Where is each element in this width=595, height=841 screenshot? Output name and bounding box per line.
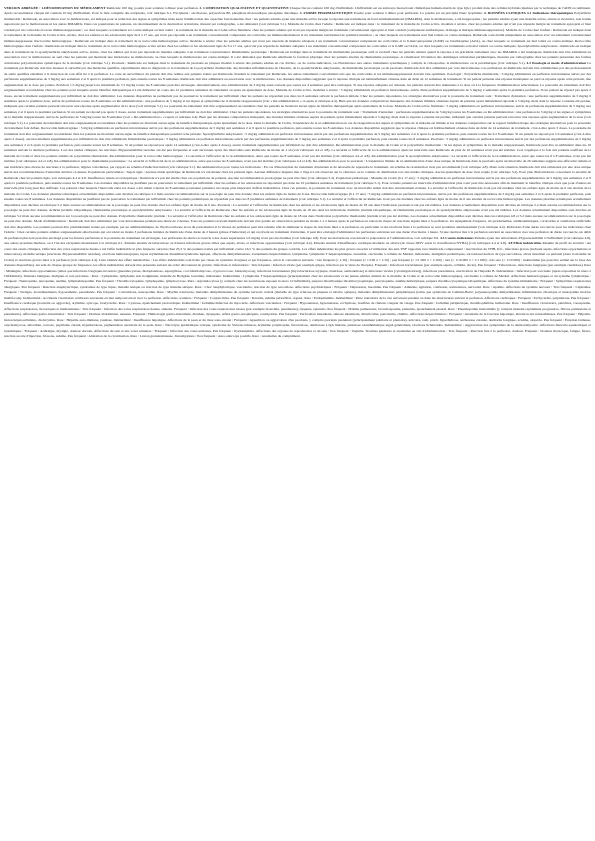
contraindications-heading: 4.3 Contre-indications bbox=[439, 235, 474, 240]
composition-heading: 2. COMPOSITION QUALITATIVE ET QUANTITATIVE bbox=[199, 6, 289, 10]
contraindications-text: Patients ayant des antécédents d'hypersensibilité à l'infliximab (voir rubrique 4.8), aux autres protéines murines, ou à l'un des excipients mentionnés à la rubrique 6.1. Patients atteints de tuberculose ou d'autres infections graves telles que sepsis, abcès, et infections opportunistes (voir rubrique 4.4). Patients atteints d'insuffisance cardiaque modérée ou sévère (de classe III/IV selon la classification NYHA) (voir rubriques 4.4 et 4.8). bbox=[4, 235, 591, 246]
adverse-text: Résumé du profil de sécurité : Au cours des essais cliniques, l'infection des voies respiratoires hautes a été l'effet indésirable le plus fréquent, survenu chez 25,3 % des patients traités par infliximab contre 16,5 % des patients du groupe contrôle. Les effets indésirables les plus graves associés à l'utilisation des anti-TNF rapportés avec Remicade comprennent : réactivation du VHB, ICC, infections graves (incluant sepsis, infections opportunistes et tuberculose), maladie sérique (réactions d'hypersensibilité retardée), réactions hématologiques, lupus érythémateux disséminé/syndrome lupique, affections démyélinisantes, événements hépatobiliaires, lymphome, lymphome T hépatosplénique, leucémie, carcinome à cellules de Merkel, mélanome, malignités pédiatriques, sarcoïdose/réaction de type sarcoïdose, abcès intestinal ou périanal (dans la maladie de Crohn) et réactions graves liées à la perfusion (voir rubrique 4.4). Liste tabulée des effets indésirables : Les effets indésirables sont listés par classe de systèmes d'organes et par fréquence, selon la convention suivante : très fréquent (≥ 1/10) ; fréquent (≥ 1/100 à < 1/10) ; peu fréquent (≥ 1/1 000 à < 1/100) ; rare (≥ 1/10 000 à < 1/1 000) ; très rare (< 1/10 000) ; indéterminé (ne peut être estimé sur la base des données disponibles). Au sein de chaque groupe de fréquence, les effets indésirables doivent être présentés suivant un ordre décroissant de gravité. Infections et infestations : Très fréquent : Infection virale (par exemple grippe, infection par le virus de l'herpès). Fréquent : Infections bactériennes (par exemple sepsis, cellulite, abcès). Peu fréquent : Tuberculose, infections fongiques (par exemple candidose). Rare : Méningite, infections opportunistes (telles que infections fongiques invasives [pneumocystose, histoplasmose, aspergillose, coccidioïdomycose, cryptococcose, blastomycose], infections bactériennes [mycobactériose atypique, listériose, salmonellose] et infections virales [cytomégalovirus]), infections parasitaires, réactivation de l'hépatite B. Indéterminé : Infection post-vaccinale (après exposition in utero à l'infliximab). Tumeurs bénignes, malignes et non précisées : Rare : Lymphome, lymphome non hodgkinien, maladie de Hodgkin, leucémie, mélanome. Indéterminé : Lymphome T hépatosplénique (principalement chez les adolescents et les jeunes adultes atteints de la maladie de Crohn et de rectocolite hémorragique), carcinome à cellules de Merkel. Affections hématologiques et du système lymphatique : Fréquent : Neutropénie, leucopénie, anémie, lymphadénopathie. Peu fréquent : Thrombocytopénie, lymphopénie, lymphocytose. Rare : Agranulocytose (y compris chez les nourrissons exposés in utero à l'infliximab), purpura thrombotique thrombocytopénique, pancytopénie, anémie hémolytique, purpura thrombocytopénique idiopathique. Affections du système immunitaire : Fréquent : Symptômes respiratoires allergiques. Peu fréquent : Réaction anaphylactique, syndromes de type lupus, maladie sérique ou réaction de type maladie sérique. Rare : Choc anaphylactique, vascularite, réaction de type sarcoïdose. Affections psychiatriques : Fréquent : Dépression, insomnie. Peu fréquent : Amnésie, agitation, confusion, somnolence, nervosité. Rare : Apathie. Affections du système nerveux : Très fréquent : Céphalées. Fréquent : Vertiges, étourdissements, hypoesthésie, paresthésie. Peu fréquent : Convulsions, neuropathie. Rare : Myélite transverse, maladies démyélinisantes du système nerveux central (maladie de type sclérose en plaques et névrite optique), maladies démyélinisantes périphériques (telles que syndrome de Guillain-Barré, polyneuropathie démyélinisante inflammatoire chronique et neuropathie motrice multifocale). Indéterminé : Accidents vasculaires cérébraux survenant en lien temporel étroit avec la perfusion. Affections oculaires : Fréquent : Conjonctivite. Peu fréquent : Kératite, œdème périorbital, orgelet. Rare : Endophtalmie. Indéterminé : Perte transitoire de la vue survenant pendant ou dans les deux heures suivant la perfusion. Affections cardiaques : Fréquent : Tachycardie, palpitations. Peu fréquent : Insuffisance cardiaque (nouvelle ou aggravée), arythmie, syncope, bradycardie. Rare : Cyanose, épanchement péricardique. Indéterminé : Ischémie/infarctus du myocarde. Affections vasculaires : Fréquent : Hypotension, hypertension, ecchymose, bouffées de chaleur, rougeur du visage. Peu fréquent : Ischémie périphérique, thrombophlébite, hématome. Rare : Insuffisance circulatoire, pétéchies, vasospasme. Affections respiratoires, thoraciques et médiastinales : Très fréquent : Infection des voies respiratoires hautes, sinusite. Fréquent : Infection des voies respiratoires basses (par exemple bronchite, pneumonie), dyspnée, épistaxis. Peu fréquent : Œdème pulmonaire, bronchospasme, pleurésie, épanchement pleural. Rare : Pneumopathie interstitielle (y compris maladie rapidement progressive, fibrose pulmonaire et pneumonie). Affections gastro-intestinales : Très fréquent : Douleur abdominale, nausées. Fréquent : Hémorragie gastro-intestinale, diarrhée, dyspepsie, reflux gastro-œsophagien, constipation. Peu fréquent : Perforation intestinale, sténose intestinale, diverticulite, pancréatite, chéilite. Affections hépatobiliaires : Fréquent : Anomalie de la fonction hépatique, élévation des transaminases. Peu fréquent : Hépatite, lésion hépatocellulaire, cholécystite. Rare : Hépatite auto-immune, jaunisse. Indéterminé : Insuffisance hépatique. Affections de la peau et du tissu sous-cutané : Fréquent : Apparition ou aggravation d'un psoriasis, y compris psoriasis pustuleux (principalement palmaire et plantaire), urticaire, rash, prurit, hyperhidrose, sécheresse cutanée, dermatite fongique, eczéma, alopécie. Peu fréquent : Éruption bulleuse, onychomycose, séborrhée, rosacée, papillome cutané, hyperkératose, pigmentation anormale de la peau. Rare : Nécrolyse épidermique toxique, syndrome de Stevens-Johnson, érythème polymorphe, furonculose, dermatose à IgA linéaire, pustulose exanthématique aiguë généralisée, réactions lichénoïdes. Indéterminé : Aggravation des symptômes de la dermatomyosite. Affections musculo-squelettiques et systémiques : Fréquent : Arthralgie, myalgie, douleur dorsale. Affections du rein et des voies urinaires : Fréquent : Infection des voies urinaires. Peu fréquent : Pyélonéphrite. Affections des organes de reproduction et du sein : Peu fréquent : Vaginite. Troubles généraux et anomalies au site d'administration : Très fréquent : Réaction liée à la perfusion, douleur. Fréquent : Douleur thoracique, fatigue, fièvre, réaction au site d'injection, frissons, œdème. Peu fréquent : Altération de la cicatrisation. Rare : Lésion granulomateuse. Investigations : Peu fréquent : Auto-anticorps positifs. Rare : Anomalies du complément. bbox=[4, 241, 591, 339]
form-text: Poudre pour solution à diluer pour perfusion. La poudre est un précipité blanc lyophilisé. bbox=[353, 11, 483, 16]
posology-text: Le traitement par Remicade doit être instauré et surveillé par des médecins qualifiés, expérimentés dans le diagnostic et le traitement de la polyarthrite rhumatoïde, des maladies inflammatoires de l'intestin, de la spondylarthrite ankylosante, du rhumatisme psoriasique ou du psoriasis. Remicade doit être administré par voie intraveineuse. Les perfusions de Remicade doivent être administrées par des professionnels de santé qualifiés entraînés à la détection de tout effet lié à la perfusion. La carte de surveillance du patient doit être remise aux patients traités par Remicade. Pendant le traitement par Remicade, les autres traitements concomitants tels que les corticoïdes et les immunosuppresseurs doivent être optimisés. Posologie : Polyarthrite rhumatoïde : 3 mg/kg administrés en perfusion intraveineuse suivis par des perfusions supplémentaires de 3 mg/kg aux semaines 2 et 6 après la première perfusion, puis ensuite toutes les 8 semaines. Remicade doit être administré en association avec le méthotrexate. Les données disponibles suggèrent que la réponse clinique est habituellement obtenue dans un délai de 12 semaines de traitement. Si un patient présente une réponse inadéquate ou perd sa réponse après cette période, une augmentation de la dose par paliers d'environ 1,5 mg/kg jusqu'à un maximum de 7,5 mg/kg toutes les 8 semaines peut être envisagée. Alternativement, une administration de 3 mg/kg aussi souvent que toutes les 4 semaines peut être envisagée. Si une réponse adéquate est obtenue, les patients doivent être maintenus à la dose ou à la fréquence d'administration sélectionnée. La poursuite du traitement doit être soigneusement reconsidérée chez les patients pour lesquels aucun bénéfice thérapeutique n'a été démontré au cours des 12 premières semaines de traitement ou après un ajustement de dose. Maladie de Crohn active, modérée à sévère : 5 mg/kg administrés en perfusion intraveineuse, suivis d'une perfusion supplémentaire de 5 mg/kg 2 semaines après la première perfusion. Si un patient ne répond pas après 2 doses, aucun traitement supplémentaire par infliximab ne doit être administré. Les données disponibles ne permettent pas de poursuivre le traitement par infliximab chez les patients ne répondant pas dans les 6 semaines suivant la perfusion initiale. Chez les patients répondeurs, les stratégies alternatives pour la poursuite du traitement sont : Traitement d'entretien : une perfusion supplémentaire de 5 mg/kg 6 semaines après la première dose, suivie de perfusions toutes les 8 semaines ou Ré-administration : une perfusion de 5 mg/kg si les signes et symptômes de la maladie réapparaissent (voir « Ré-administration » ci-après et rubrique 4.4). Bien que les données comparatives manquent, des données limitées obtenues auprès de patients ayant initialement répondu à 5 mg/kg, mais dont la réponse a ensuite été perdue, indiquent que certains patients peuvent retrouver une réponse après augmentation de la dose (voir rubrique 5.1). La poursuite du traitement doit être soigneusement reconsidérée chez les patients ne montrant aucun signe de bénéfice thérapeutique après ajustement de la dose. Maladie de Crohn active fistulisée : 5 mg/kg administrés en perfusion intraveineuse, suivis de perfusions supplémentaires de 5 mg/kg aux semaines 2 et 6 après la première perfusion. Si un patient ne répond pas après 3 doses, aucun traitement supplémentaire par infliximab ne doit être administré. Chez les patients répondeurs, les stratégies alternatives pour la poursuite du traitement sont : Traitement d'entretien : perfusions supplémentaires de 5 mg/kg toutes les 8 semaines ou Ré-administration : une perfusion de 5 mg/kg si les signes et symptômes de la maladie réapparaissent, suivie de perfusions de 5 mg/kg toutes les 8 semaines (voir « Ré-administration » ci-après et rubrique 4.4). Bien que les données comparatives manquent, des données limitées obtenues auprès de patients ayant initialement répondu à 5 mg/kg, mais dont la réponse a ensuite été perdue, indiquent que certains patients peuvent retrouver une réponse après augmentation de la dose (voir rubrique 5.1). La poursuite du traitement doit être soigneusement reconsidérée chez les patients ne montrant aucun signe de bénéfice thérapeutique après ajustement de la dose. Dans la maladie de Crohn, l'expérience de la ré-administration en cas de réapparition des signes et symptômes de la maladie est limitée et les données comparatives sur le rapport bénéfice/risque des stratégies alternatives pour la poursuite du traitement font défaut. Rectocolite hémorragique : 5 mg/kg administrés en perfusion intraveineuse suivis par des perfusions supplémentaires de 5 mg/kg aux semaines 2 et 6 après la première perfusion, puis ensuite toutes les 8 semaines. Les données disponibles suggèrent que la réponse clinique est habituellement obtenue dans un délai de 14 semaines de traitement, c'est-à-dire après 3 doses. La poursuite du traitement doit être soigneusement reconsidérée chez les patients ne montrant aucun signe de bénéfice thérapeutique pendant cette période. Spondylarthrite ankylosante : 5 mg/kg administrés en perfusion intraveineuse suivis par des perfusions supplémentaires de 5 mg/kg aux semaines 2 et 6 après la première perfusion, puis ensuite toutes les 6 à 8 semaines. Si un patient ne répond pas à 6 semaines (c'est-à-dire après 2 doses), aucun traitement supplémentaire par infliximab ne doit être administré. Rhumatisme psoriasique : 5 mg/kg administrés en perfusion intraveineuse suivis par des perfusions supplémentaires de 5 mg/kg aux semaines 2 et 6 après la première perfusion, puis ensuite toutes les 8 semaines. Psoriasis : 5 mg/kg administrés en perfusion intraveineuse suivis par des perfusions supplémentaires de 5 mg/kg aux semaines 2 et 6 après la première perfusion, puis ensuite toutes les 8 semaines. Si un patient ne répond pas après 14 semaines (c'est-à-dire après 4 doses), aucun traitement supplémentaire par infliximab ne doit être administré. Ré-administration pour la maladie de Crohn et la polyarthrite rhumatoïde : Si les signes et symptômes de la maladie réapparaissent, Remicade peut être ré-administré dans les 16 semaines suivant la dernière perfusion. Lors des études cliniques, les réactions d'hypersensibilité retardée ont été peu fréquentes et sont survenues après des intervalles sans Remicade de moins de 1 an (voir rubriques 4.4 et 4.8). La sécurité et l'efficacité de la ré-administration après un intervalle sans Remicade de plus de 16 semaines n'ont pas été établies. Ceci s'applique à la fois aux patients souffrant de la maladie de Crohn et chez les patients atteints de polyarthrite rhumatoïde. Ré-administration pour la rectocolite hémorragique : La sécurité et l'efficacité de la ré-administration, autre que toutes les 8 semaines, n'ont pas été établies (voir rubriques 4.4 et 4.8). Ré-administration pour la spondylarthrite ankylosante : La sécurité et l'efficacité de la ré-administration, autre que toutes les 6 à 8 semaines, n'ont pas été établies (voir rubriques 4.4 et 4.8). Ré-administration pour le rhumatisme psoriasique : La sécurité et l'efficacité de la ré-administration, autre que toutes les 8 semaines, n'ont pas été établies (voir rubriques 4.4 et 4.8). Ré-administration pour le psoriasis : L'expérience limitée de ré-administration d'une dose unique de Remicade dans le psoriasis après un intervalle de 20 semaines suggère une efficacité réduite et une incidence plus élevée de réactions à la perfusion, légères à modérées, par rapport au schéma d'induction initial (voir rubrique 5.1). Ré-administration pour toutes les indications : En cas d'interruption du traitement d'entretien et de nécessité de reprendre le traitement, un schéma de ré-induction n'est pas recommandé (voir rubrique 4.8). Dans cette situation, Remicade doit être réinstauré par une dose unique suivie des recommandations d'entretien décrites ci-dessus. Populations particulières : Sujets âgés : Aucune étude spécifique de Remicade n'a été menée chez les patients âgés. Aucune différence majeure liée à l'âge n'a été observée sur la clairance ou le volume de distribution lors des études cliniques. Aucun ajustement de dose n'est requis (voir rubrique 5.2). Pour plus d'informations concernant la sécurité de Remicade chez les patients âgés, voir rubriques 4.4 et 4.8. Insuffisance rénale et/ou hépatique : Remicade n'a pas été étudié chez ces populations de patients. Aucune recommandation posologique ne peut être faite (voir rubrique 5.2). Population pédiatrique : Maladie de Crohn (6 à 17 ans) : 5 mg/kg administrés en perfusion intraveineuse suivis par des perfusions supplémentaires de 5 mg/kg aux semaines 2 et 6 après la première perfusion, puis ensuite toutes les 8 semaines. Les données disponibles ne justifient pas de poursuivre le traitement par infliximab chez les enfants et les adolescents ne répondant pas dans les 10 premières semaines de traitement (voir rubrique 5.1). Pour certains patients un intervalle d'administration plus court peut être nécessaire afin de maintenir le bénéfice clinique alors que pour d'autres un intervalle plus long peut être suffisant. Les patients chez lesquels l'intervalle entre les doses a été réduit à moins de 8 semaines pourraient présenter un risque plus important d'effets indésirables. Chez ces patients, la poursuite du traitement avec un intervalle réduit doit être attentivement évaluée. La sécurité et l'efficacité de Remicade n'ont pas été étudiées chez les enfants âgés de moins de 6 ans atteints de la maladie de Crohn. Les données pharmacocinétiques actuellement disponibles sont décrites en rubrique 5.2 mais aucune recommandation sur la posologie ne peut être donnée chez les enfants âgés de moins de 6 ans. Rectocolite hémorragique (6 à 17 ans) : 5 mg/kg administrés en perfusion intraveineuse, suivis par des perfusions supplémentaires de 5 mg/kg aux semaines 2 et 6 après la première perfusion, puis ensuite toutes les 8 semaines. Les données disponibles ne justifient pas de poursuivre le traitement par infliximab chez les patients pédiatriques ne répondant pas dans les 8 premières semaines de traitement (voir rubrique 5.1). La sécurité et l'efficacité de Remicade n'ont pas été étudiées chez les enfants âgés de moins de 6 ans atteints de rectocolite hémorragique. Les données pharmacocinétiques actuellement disponibles sont décrites en rubrique 5.2 mais aucune recommandation sur la posologie ne peut être donnée chez les enfants âgés de moins de 6 ans. Psoriasis : La sécurité et l'efficacité de Remicade chez les enfants et les adolescents âgés de moins de 18 ans dans l'indication psoriasis n'ont pas été établies. Les données actuellement disponibles sont décrites en rubrique 5.2 mais aucune recommandation sur la posologie ne peut être donnée. Arthrite juvénile idiopathique, rhumatisme psoriasique et spondylarthrite ankylosante : La sécurité et l'efficacité de Remicade chez les enfants et les adolescents âgés de moins de 18 ans dans les indications d'arthrite juvénile idiopathique, de rhumatisme psoriasique et de spondylarthrite ankylosante n'ont pas été établies. Les données actuellement disponibles sont décrites en rubrique 5.2 mais aucune recommandation sur la posologie ne peut être donnée. Polyarthrite rhumatoïde juvénile : La sécurité et l'efficacité de Remicade chez les enfants et les adolescents âgés de moins de 18 ans dans l'indication polyarthrite rhumatoïde juvénile n'ont pas été établies. Les données actuellement disponibles sont décrites dans les rubriques 4.8 et 5.2 mais aucune recommandation sur la posologie ne peut être donnée. Mode d'administration : Remicade doit être administré par voie intraveineuse pendant une durée de 2 heures. Tous les patients recevant Remicade doivent être gardés en observation pendant au moins 1 à 2 heures après la perfusion en raison du risque de réactions aiguës liées à la perfusion. Un équipement d'urgence, tel qu'adrénaline, antihistaminiques, corticoïdes et ventilation artificielle doit être disponible. Les patients peuvent être préalablement traités par exemple, par un antihistaminique, de l'hydrocortisone et/ou du paracétamol et la vitesse de perfusion peut être ralentie afin de diminuer le risque de réactions liées à la perfusion, en particulier si des réactions liées à la perfusion se sont produites antérieurement (voir rubrique 4.4). Perfusions d'une durée raccourcie pour les indications chez l'adulte : Chez certains patients adultes soigneusement sélectionnés qui ont toléré au moins 3 perfusions initiales de Remicade d'une durée de 2 heures (phase d'induction) et qui reçoivent un traitement d'entretien, il peut être envisagé d'administrer les perfusions suivantes sur une durée d'au moins 1 heure. Si une réaction liée à la perfusion survient en association avec une perfusion de durée raccourcie, un débit de perfusion plus lent peut être envisagé pour les futures perfusions si la poursuite du traitement est envisagée. Les perfusions de durée raccourcie à des doses supérieures à 6 mg/kg n'ont pas été étudiées (voir rubrique 4.8). Pour les instructions concernant la préparation et l'administration, voir rubrique 6.6. bbox=[4, 60, 591, 240]
intro-text: Remicade 100 mg, poudre pour solution à diluer pour perfusion. bbox=[106, 6, 199, 10]
document-body bbox=[4, 6, 591, 836]
indications-heading: 4.1 Indications thérapeutiques bbox=[526, 11, 574, 16]
document-title: VERSION ABRÉGÉE : 1.DÉNOMINATION DU MÉDICAMENT bbox=[4, 6, 106, 10]
posology-heading: 4.2 Posologie et mode d'administration bbox=[526, 60, 587, 65]
adverse-heading: 4.8 Effets indésirables bbox=[507, 241, 542, 246]
clinical-heading: 4. DONNÉES CLINIQUES bbox=[483, 11, 526, 16]
indications-text: Polyarthrite rhumatoïde : Remicade, en association avec le méthotrexate, est indiqué pour la réduction des signes et symptômes mais aussi l'amélioration des capacités fonctionnelles chez : les patients adultes ayant une maladie active lorsque la réponse aux traitements de fond antirhumatismaux (DMARDs), dont le méthotrexate, a été inappropriée ; les patients adultes ayant une maladie active, sévère et évolutive, non traitée auparavant par le méthotrexate ni les autres DMARDs. Dans ces populations de patients, un ralentissement de la destruction articulaire, mesuré par radiographie, a été démontré (voir rubrique 5.1). Maladie de Crohn chez l'adulte : Remicade est indiqué dans : le traitement de la maladie de Crohn active, modérée à sévère, chez les patients adultes qui n'ont pas répondu malgré un traitement approprié et bien conduit par un corticoïde et/ou un immunosuppresseur ; ou chez lesquels ce traitement est contre-indiqué ou mal toléré ; le traitement de la maladie de Crohn active fistulisée, chez les patients adultes qui n'ont pas répondu malgré un traitement conventionnel approprié et bien conduit (comprenant antibiotiques, drainage et thérapie immunosuppressive). Maladie de Crohn chez l'enfant : Remicade est indiqué dans le traitement de la maladie de Crohn active, sévère, chez les enfants et les adolescents âgés de 6 à 17 ans, qui n'ont pas répondu à un traitement conventionnel comprenant un corticoïde, un immunomodulateur et un traitement nutritionnel de première intention ; ou chez lesquels ces traitements sont mal tolérés ou contre-indiqués. Remicade a été étudié uniquement en association avec un traitement conventionnel immunosuppresseur. Rectocolite hémorragique : Remicade est indiqué dans le traitement de la rectocolite hémorragique active, modérée à sévère chez les patients adultes qui n'ont pas répondu de manière adéquate à un traitement conventionnel comprenant les corticoïdes et la 6-mercaptopurine (6-MP) ou l'azathioprine (AZA), ou chez lesquels ce traitement est mal toléré ou contre-indiqué. Rectocolite hémorragique chez l'enfant : Remicade est indiqué dans le traitement de la rectocolite hémorragique active sévère chez les enfants et les adolescents âgés de 6 à 17 ans, qui n'ont pas répondu de manière adéquate à un traitement conventionnel comprenant les corticoïdes et la 6-MP ou l'AZA, ou chez lesquels ces traitements sont mal tolérés ou contre-indiqués. Spondylarthrite ankylosante : Remicade est indiqué dans le traitement de la spondylarthrite ankylosante active, sévère, chez les adultes qui n'ont pas répondu de manière adéquate à un traitement conventionnel. Rhumatisme psoriasique : Remicade est indiqué dans le traitement du rhumatisme psoriasique actif et évolutif chez les patients adultes quand la réponse à un précédent traitement avec les DMARDs a été inadéquate. Remicade doit être administré en association avec le méthotrexate ou seul chez les patients qui montrent une intolérance au méthotrexate ou chez lesquels le méthotrexate est contre-indiqué. Il a été démontré que Remicade améliorait la fonction physique chez les patients atteints de rhumatisme psoriasique, et ralentissait l'évolution des dommages articulaires périphériques, mesurés par radiographie chez les patients présentant des formes articulaires polyarticulaires symétriques de la maladie (voir rubrique 5.1). Psoriasis : Remicade est indiqué dans le traitement du psoriasis en plaques modéré à sévère des patients adultes en cas d'échec, ou de contre-indication, ou d'intolérance aux autres traitements systémiques y compris la ciclosporine, le méthotrexate ou la puvathérapie (voir rubrique 5.1). bbox=[4, 11, 591, 65]
form-heading: 3. FORME PHARMACEUTIQUE bbox=[299, 11, 353, 16]
composition-text: Chaque flacon contient 100 mg d'infliximab. L'infliximab est un anticorps monoclonal chimérique humain-murin de type IgG1 produit dans des cellules hybrides murines par la technique de l'ADN recombinant. Après reconstitution chaque ml contient 10 mg d'infliximab. Pour la liste complète des excipients, voir rubrique 6.1. Excipients : saccharose, polysorbate 80, phosphate monosodique, phosphate disodique. bbox=[4, 6, 591, 16]
